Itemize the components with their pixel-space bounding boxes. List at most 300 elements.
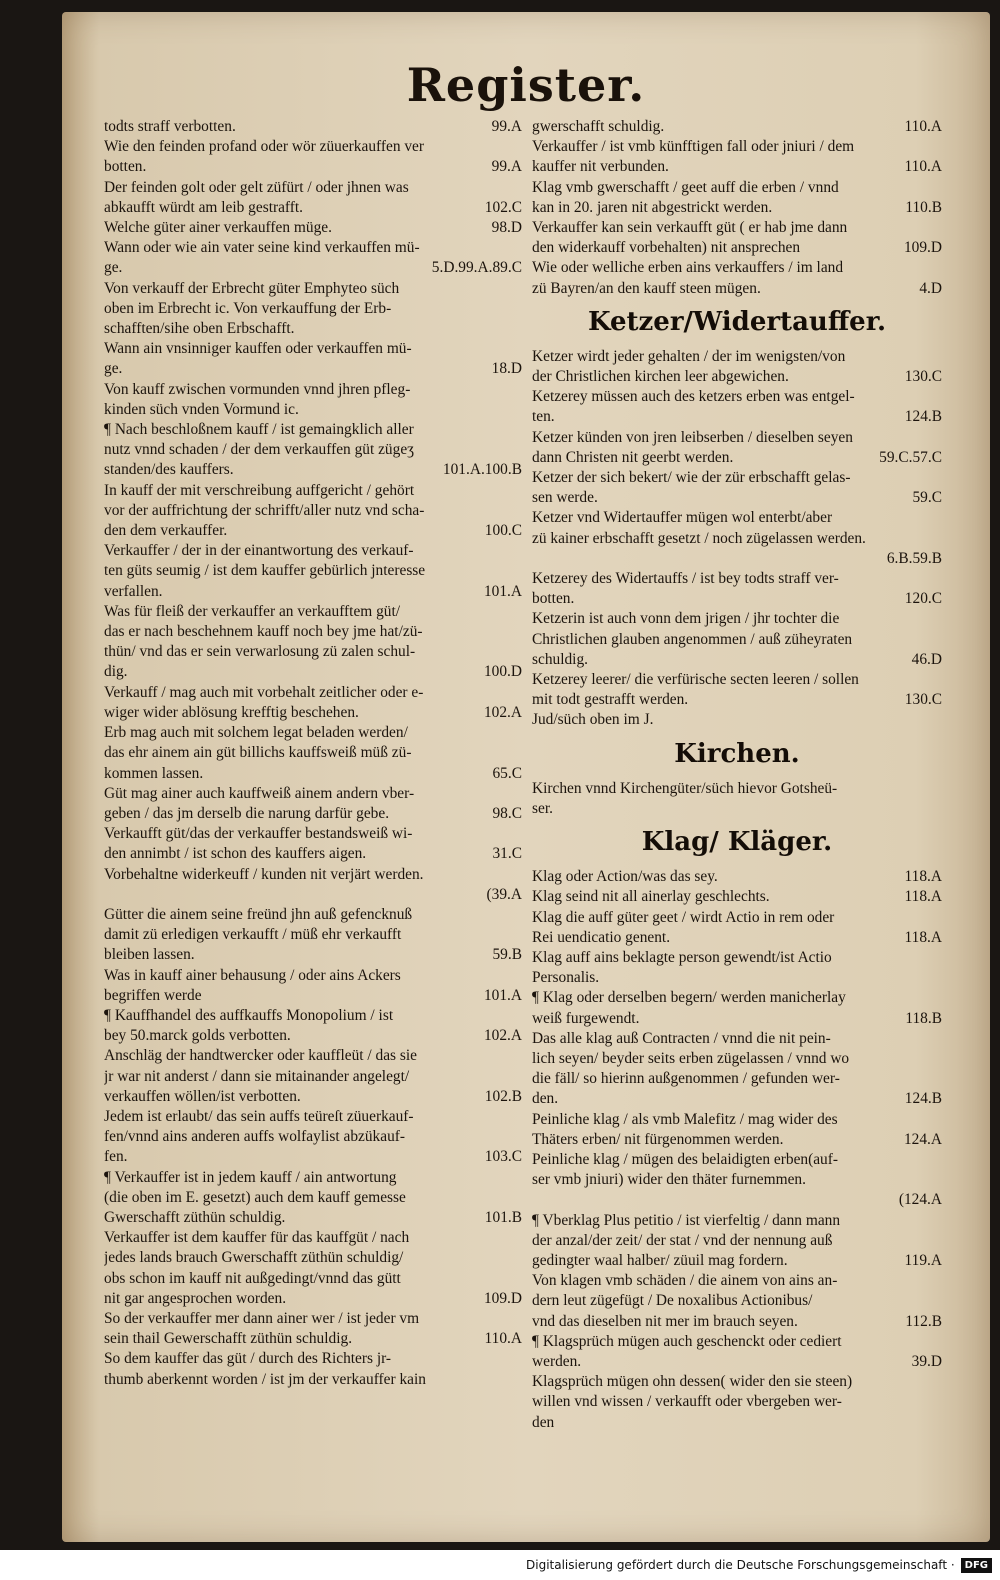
register-line <box>104 824 522 844</box>
page-reference: 109.D <box>483 1289 522 1307</box>
entry-text: nutz vnnd schaden / der dem verkauffen güt zügeʒ <box>104 441 414 459</box>
register-line <box>532 407 942 427</box>
entry-text: das er nach beschehnem kauff noch bey jme hat/zü- <box>104 623 423 641</box>
register-line <box>532 1049 942 1069</box>
page-reference: 102.B <box>484 1087 522 1105</box>
entry-text: Jedem ist erlaubt/ das sein auffs teüreſt züuerkauf- <box>104 1107 414 1125</box>
register-line <box>532 887 942 907</box>
entry-text: Ketzerin ist auch vonn dem jrigen / jhr tochter die <box>532 610 840 628</box>
register-line <box>532 1312 942 1332</box>
register-line <box>532 1029 942 1049</box>
register-line <box>104 1046 522 1066</box>
register-line <box>104 784 522 804</box>
register-line <box>104 743 522 763</box>
page-reference: 124.B <box>904 1090 942 1108</box>
register-line <box>104 865 522 885</box>
entry-text: dern leut zügefügt / De noxalibus Actionibus/ <box>532 1292 813 1310</box>
register-line <box>104 1349 522 1369</box>
entry-text: zü Bayren/an den kauff steen mügen. <box>532 279 761 297</box>
register-line <box>104 117 522 137</box>
entry-text: sein thail Gewerschafft züthün schuldig. <box>104 1330 353 1348</box>
entry-text: So der verkauffer mer dann ainer wer / ist jeder vm <box>104 1309 420 1327</box>
entry-text: ge. <box>104 259 123 277</box>
page-reference: 118.A <box>904 868 942 886</box>
register-line <box>532 468 942 488</box>
register-line <box>104 1067 522 1087</box>
entry-text: Ketzerey müssen auch des ketzers erben was entgel- <box>532 388 855 406</box>
register-line <box>532 1413 942 1433</box>
entry-text: dann Christen nit geerbt werden. <box>532 448 734 466</box>
entry-text: obs schon im kauff nit außgedingt/vnnd das gütt <box>104 1269 401 1287</box>
page-reference: 102.A <box>483 703 522 721</box>
entry-text: So dem kauffer das güt / durch des Richters jr- <box>104 1350 392 1368</box>
entry-text: Peinliche klag / als vmb Malefitz / mag wider des <box>532 1110 838 1128</box>
page-reference: 130.C <box>904 368 942 386</box>
entry-text: Welche güter ainer verkauffen müge. <box>104 219 332 237</box>
register-line <box>104 137 522 157</box>
entry-text: Verkauffer kan sein verkaufft güt ( er hab jme dann <box>532 219 848 237</box>
register-line <box>104 1006 522 1026</box>
entry-text: verfallen. <box>104 582 163 600</box>
register-line <box>104 1208 522 1228</box>
entry-text: ¶ Klagsprüch mügen auch geschenckt oder cediert <box>532 1332 842 1350</box>
page-reference: 112.B <box>905 1312 942 1330</box>
register-line <box>104 359 522 379</box>
right-column <box>532 117 942 1433</box>
entry-text: Thäters erben/ nit fürgenommen werden. <box>532 1130 784 1148</box>
register-line <box>104 1147 522 1167</box>
entry-text: ser vmb jniuri) wider den thäter furnemmen. <box>532 1171 806 1189</box>
entry-text: Christlichen glauben angenommen / auß züheyraten <box>532 630 853 648</box>
register-line <box>104 683 522 703</box>
register-line <box>532 529 942 549</box>
entry-text: botten. <box>532 590 575 608</box>
page-reference: (39.A <box>486 885 522 903</box>
entry-text: den. <box>532 1090 559 1108</box>
register-line <box>532 218 942 238</box>
scanned-page <box>62 12 990 1542</box>
dfg-logo: DFG <box>961 1558 992 1573</box>
page-reference: 99.A <box>491 118 522 135</box>
entry-text: damit zü erledigen verkaufft / müß ehr verkaufft <box>104 926 402 944</box>
entry-text: Klagsprüch mügen ohn dessen( wider den sie steen) <box>532 1373 853 1391</box>
page-reference: 101.B <box>484 1208 522 1226</box>
page-reference: 18.D <box>491 360 522 378</box>
register-line <box>532 630 942 650</box>
page-reference: (124.A <box>898 1191 942 1209</box>
entry-text: Güt mag ainer auch kauffweiß ainem andern vber- <box>104 784 415 802</box>
register-line <box>532 1150 942 1170</box>
entry-text: schuldig. <box>532 650 589 668</box>
register-line <box>532 710 942 730</box>
register-line <box>532 137 942 157</box>
register-line <box>104 400 522 420</box>
page-title: Register. <box>406 58 646 112</box>
register-line <box>532 1170 942 1190</box>
register-line <box>532 928 942 948</box>
register-line <box>532 178 942 198</box>
page-reference: 4.D <box>919 279 942 297</box>
entry-text: ¶ Kauffhandel des auffkauffs Monopolium / ist <box>104 1006 394 1024</box>
register-line <box>104 299 522 319</box>
entry-text: lich seyen/ beyder seits erben zügelassen / vnnd wo <box>532 1049 850 1067</box>
entry-text: Was in kauff ainer behausung / oder ains Ackers <box>104 966 401 984</box>
entry-text: ge. <box>104 360 123 378</box>
entry-text: Ketzer der sich bekert/ wie der zür erbschafft gelas- <box>532 469 851 487</box>
register-line <box>104 561 522 581</box>
entry-text: werden. <box>532 1352 582 1370</box>
page-reference: 124.A <box>903 1130 942 1148</box>
entry-text: Klag auff ains beklagte person gewendt/ist Actio <box>532 948 832 966</box>
register-line <box>104 380 522 400</box>
entry-text: jedes lands brauch Gwerschafft züthün schuldig/ <box>104 1249 404 1267</box>
page-reference: 59.C <box>912 489 942 507</box>
entry-text: Vorbehaltne widerkeuff / kunden nit verjärt werden. <box>104 865 424 883</box>
entry-text: jr war nit anderst / dann sie mitainander angelegt/ <box>104 1067 410 1085</box>
entry-text: ¶ Nach beschloßnem kauff / ist gemaingklich aller <box>104 421 414 439</box>
register-line <box>104 460 522 480</box>
page-reference: 6.B.59.B <box>886 549 942 567</box>
entry-text: fen. <box>104 1148 128 1166</box>
register-line <box>104 925 522 945</box>
entry-text: Anschläg der handtwercker oder kauffleüt / das sie <box>104 1047 417 1065</box>
register-line <box>104 1329 522 1349</box>
entry-text: botten. <box>104 158 147 176</box>
register-line <box>104 420 522 440</box>
register-line <box>532 157 942 177</box>
entry-text: geben / das jm derselb die narung darfür gebe. <box>104 804 390 822</box>
register-line <box>532 1089 942 1109</box>
page-reference: 31.C <box>492 845 522 863</box>
right-entries-kirchen <box>532 779 942 819</box>
register-line <box>532 948 942 968</box>
entry-text: oben im Erbrecht ic. Von verkauffung der Erb- <box>104 299 392 317</box>
left-column <box>104 117 522 1390</box>
register-line <box>532 367 942 387</box>
register-line <box>532 1372 942 1392</box>
register-line <box>532 988 942 1008</box>
register-line <box>104 1087 522 1107</box>
register-line <box>532 1231 942 1251</box>
entry-text: dig. <box>104 663 128 681</box>
entry-text: den annimbt / ist schon des kauffers aigen. <box>104 845 367 863</box>
entry-text: Wann ain vnsinniger kauffen oder verkauffen mü- <box>104 340 412 358</box>
page-reference: 98.C <box>492 804 522 822</box>
entry-text: Gwerschafft züthün schuldig. <box>104 1208 286 1226</box>
page-reference: 100.D <box>483 663 522 681</box>
entry-text: wiger wider ablösung krefftig beschehen. <box>104 703 359 721</box>
entry-text: vor der auffrichtung der schrifft/aller nutz vnd scha- <box>104 501 425 519</box>
page-reference: 119.A <box>904 1251 942 1269</box>
register-line <box>532 1069 942 1089</box>
entry-text: schafften/sihe oben Erbschafft. <box>104 320 295 338</box>
register-line <box>532 589 942 609</box>
register-line <box>104 642 522 662</box>
register-line <box>532 428 942 448</box>
entry-text: Verkauff / mag auch mit vorbehalt zeitlicher oder e- <box>104 683 424 701</box>
entry-text: verkauffen wöllen/ist verbotten. <box>104 1087 301 1105</box>
entry-text: bey 50.marck golds verbotten. <box>104 1027 291 1045</box>
register-line <box>104 1188 522 1208</box>
register-line <box>104 602 522 622</box>
entry-text: Ketzerey leerer/ die verfürische secten leeren / sollen <box>532 671 859 689</box>
register-line <box>532 387 942 407</box>
entry-text <box>532 1190 893 1210</box>
register-line <box>104 622 522 642</box>
entry-text: (die oben im E. gesetzt) auch dem kauff gemesse <box>104 1188 406 1206</box>
entry-text: mit todt gestrafft werden. <box>532 691 689 709</box>
register-line <box>532 258 942 278</box>
page-reference: 120.C <box>904 590 942 608</box>
entry-text <box>104 885 481 905</box>
entry-text: ¶ Vberklag Plus petitio / ist vierfeltig / dann mann <box>532 1211 841 1229</box>
register-line <box>532 238 942 258</box>
entry-text: Erb mag auch mit solchem legat beladen werden/ <box>104 724 408 742</box>
entry-text: vnd das dieselben nit mer im brauch seyen. <box>532 1312 798 1330</box>
register-line <box>532 908 942 928</box>
section-heading-ketzer: Ketzer/Widertauffer. <box>587 306 887 337</box>
entry-text: Kirchen vnnd Kirchengüter/süch hievor Gotsheü- <box>532 779 838 797</box>
entry-text: Verkauffer ist dem kauffer für das kauffgüt / nach <box>104 1229 410 1247</box>
entry-text: die fäll/ so hierinn außgenommen / gefunden wer- <box>532 1070 840 1088</box>
register-line <box>532 347 942 367</box>
entry-text: Ketzerey des Widertauffs / ist bey todts straff ver- <box>532 570 839 588</box>
entry-text: gwerschafft schuldig. <box>532 118 665 135</box>
register-line <box>104 764 522 784</box>
entry-text: bleiben lassen. <box>104 946 195 964</box>
entry-text: kinden süch vnden Vormund ic. <box>104 400 299 418</box>
register-line <box>104 1289 522 1309</box>
register-line <box>532 1332 942 1352</box>
register-line <box>532 508 942 528</box>
register-line <box>104 279 522 299</box>
entry-text <box>532 549 881 569</box>
page-reference: 59.C.57.C <box>879 448 942 466</box>
entry-text: In kauff der mit verschreibung auffgericht / gehört <box>104 481 415 499</box>
page-reference: 5.D.99.A.89.C <box>431 259 522 277</box>
entry-text: Ketzer künden von jren leibserben / dieselben seyen <box>532 428 853 446</box>
register-line <box>104 1309 522 1329</box>
register-line <box>104 218 522 238</box>
entry-text: Personalis. <box>532 969 600 987</box>
register-line <box>532 779 942 799</box>
entry-text: kan in 20. jaren nit abgestrickt werden. <box>532 198 773 216</box>
entry-text: Jud/süch oben im J. <box>532 711 654 729</box>
register-line <box>104 1228 522 1248</box>
entry-text: das ehr ainem ain güt billichs kauffsweiß müß zü- <box>104 744 412 762</box>
register-line <box>532 609 942 629</box>
register-line <box>532 117 942 137</box>
register-line <box>104 1248 522 1268</box>
entry-text: Das alle klag auß Contracten / vnnd die nit pein- <box>532 1029 831 1047</box>
register-line <box>104 258 522 278</box>
register-line <box>104 1107 522 1127</box>
entry-text: standen/des kauffers. <box>104 461 234 479</box>
register-line <box>104 844 522 864</box>
page-reference: 110.A <box>484 1330 522 1348</box>
entry-text: ¶ Klag oder derselben begern/ werden manicherlay <box>532 989 846 1007</box>
entry-text: Von kauff zwischen vormunden vnnd jhren pfleg- <box>104 380 411 398</box>
page-reference: 102.A <box>483 1027 522 1045</box>
register-line <box>532 488 942 508</box>
page-reference: 59.B <box>492 946 522 964</box>
entry-text: Ketzer wirdt jeder gehalten / der im wenigsten/von <box>532 347 846 365</box>
register-line <box>532 1211 942 1231</box>
register-line <box>532 1190 942 1210</box>
register-line <box>104 582 522 602</box>
register-line <box>104 1269 522 1289</box>
register-line <box>104 905 522 925</box>
entry-text: willen vnd wissen / verkaufft oder vbergeben wer- <box>532 1393 842 1411</box>
entry-text: Klag seind nit all ainerlay geschlechts. <box>532 888 770 906</box>
register-line <box>104 178 522 198</box>
register-line <box>532 1110 942 1130</box>
entry-text: Rei uendicatio genent. <box>532 928 671 946</box>
entry-text: ¶ Verkauffer ist in jedem kauff / ain antwortung <box>104 1168 397 1186</box>
register-line <box>104 966 522 986</box>
entry-text: ten. <box>532 408 555 426</box>
page-reference: 110.A <box>904 158 942 176</box>
entry-text: ser. <box>532 799 553 817</box>
page-reference: 110.A <box>904 118 942 135</box>
entry-text: den dem verkauffer. <box>104 522 228 540</box>
page-reference: 118.A <box>904 928 942 946</box>
right-entries-verkauffer <box>532 117 942 299</box>
entry-text: fen/vnnd ains anderen auffs wolfaylist abzükauf- <box>104 1128 406 1146</box>
entry-text: Klag vmb gwerschafft / geet auff die erben / vnnd <box>532 178 839 196</box>
register-line <box>532 1352 942 1372</box>
entry-text: Der feinden golt oder gelt züfürt / oder jhnen was <box>104 178 409 196</box>
page-reference: 39.D <box>911 1352 942 1370</box>
register-line <box>532 670 942 690</box>
entry-text: Ketzer vnd Widertauffer mügen wol enterbt/aber <box>532 509 833 527</box>
entry-text: kommen lassen. <box>104 764 204 782</box>
register-line <box>532 968 942 988</box>
register-line <box>104 481 522 501</box>
register-line <box>104 723 522 743</box>
entry-text: Was für fleiß der verkauffer an verkaufftem güt/ <box>104 602 401 620</box>
entry-text: Klag die auff güter geet / wirdt Actio in rem oder <box>532 908 835 926</box>
register-line <box>104 1026 522 1046</box>
page-reference: 124.B <box>904 408 942 426</box>
register-line <box>532 198 942 218</box>
page-reference: 65.C <box>492 764 522 782</box>
register-line <box>532 1271 942 1291</box>
page-reference: 101.A.100.B <box>442 461 522 479</box>
entry-text: der anzal/der zeit/ der stat / vnd der nennung auß <box>532 1231 833 1249</box>
register-line <box>104 541 522 561</box>
register-line <box>104 501 522 521</box>
section-heading-kirchen: Kirchen. <box>674 738 800 769</box>
register-line <box>104 986 522 1006</box>
page-reference: 99.A <box>491 158 522 176</box>
register-line <box>532 1130 942 1150</box>
page-reference: 101.A <box>483 986 522 1004</box>
register-line <box>104 319 522 339</box>
entry-text: gedingter waal halber/ züuil mag fordern. <box>532 1251 788 1269</box>
page-reference: 102.C <box>484 198 522 216</box>
entry-text: Von verkauff der Erbrecht güter Emphyteo süch <box>104 279 400 297</box>
entry-text: kauffer nit verbunden. <box>532 158 669 176</box>
entry-text: Wann oder wie ain vater seine kind verkauffen mü- <box>104 239 420 257</box>
register-line <box>532 1291 942 1311</box>
register-line <box>532 650 942 670</box>
register-line <box>104 885 522 905</box>
entry-text: nit gar angesprochen worden. <box>104 1289 287 1307</box>
register-line <box>104 945 522 965</box>
register-line <box>532 279 942 299</box>
page-reference: 110.B <box>905 198 942 216</box>
digitization-footer <box>0 1550 1000 1580</box>
register-line <box>532 448 942 468</box>
entry-text: Peinliche klag / mügen des belaidigten erben(auf- <box>532 1150 838 1168</box>
register-line <box>104 339 522 359</box>
entry-text: Klag oder Action/was das sey. <box>532 868 718 886</box>
entry-text: Gütter die ainem seine freünd jhn auß gefencknuß <box>104 905 413 923</box>
register-line <box>104 157 522 177</box>
page-reference: 103.C <box>484 1148 522 1166</box>
register-line <box>532 799 942 819</box>
entry-text: Von klagen vmb schäden / die ainem von ains an- <box>532 1272 838 1290</box>
footer-text: Digitalisierung gefördert durch die Deutsche Forschungsgemeinschaft · <box>526 1558 955 1572</box>
entry-text: Verkaufft güt/das der verkauffer bestandsweiß wi- <box>104 825 413 843</box>
entry-text: den <box>532 1413 555 1431</box>
entry-text: ten güts seumig / ist dem kauffer gebürlich jnteresse <box>104 562 426 580</box>
page-reference: 118.B <box>905 1009 942 1027</box>
register-line <box>104 1370 522 1390</box>
right-entries-ketzer <box>532 347 942 731</box>
entry-text: Wie oder welliche erben ains verkauffers / im land <box>532 259 844 277</box>
register-line <box>532 569 942 589</box>
entry-text: den widerkauff vorbehalten) nit ansprechen <box>532 239 801 257</box>
entry-text: zü kainer erbschafft gesetzt / noch zügelassen werden. <box>532 529 866 547</box>
register-line <box>104 662 522 682</box>
register-line <box>104 804 522 824</box>
register-line <box>104 1168 522 1188</box>
entry-text: thumb aberkennt worden / ist jm der verkauffer kain <box>104 1370 426 1388</box>
register-line <box>104 703 522 723</box>
entry-text: todts straff verbotten. <box>104 118 236 135</box>
register-line <box>104 238 522 258</box>
page-reference: 100.C <box>484 522 522 540</box>
entry-text: Verkauffer / der in der einantwortung des verkauf- <box>104 542 414 560</box>
page-reference: 130.C <box>904 691 942 709</box>
entry-text: abkaufft würdt am leib gestrafft. <box>104 198 304 216</box>
register-line <box>104 198 522 218</box>
page-reference: 98.D <box>491 219 522 237</box>
page-reference: 46.D <box>911 650 942 668</box>
page-reference: 101.A <box>483 582 522 600</box>
entry-text: thün/ vnd das er sein verwarlosung zü zalen schul- <box>104 643 416 661</box>
register-line <box>532 1392 942 1412</box>
register-line <box>532 549 942 569</box>
register-line <box>532 1009 942 1029</box>
register-line <box>532 1251 942 1271</box>
register-line <box>104 521 522 541</box>
register-line <box>532 690 942 710</box>
entry-text: begriffen werde <box>104 986 202 1004</box>
entry-text: weiß furgewendt. <box>532 1009 640 1027</box>
entry-text: Verkauffer / ist vmb künfftigen fall oder jniuri / dem <box>532 138 855 156</box>
register-line <box>104 440 522 460</box>
entry-text: sen werde. <box>532 489 598 507</box>
register-line <box>104 1127 522 1147</box>
page-reference: 118.A <box>904 888 942 906</box>
page-reference: 109.D <box>903 239 942 257</box>
entry-text: Wie den feinden profand oder wör züuerkauffen ver <box>104 138 425 156</box>
right-entries-klag <box>532 867 942 1433</box>
register-line <box>532 867 942 887</box>
